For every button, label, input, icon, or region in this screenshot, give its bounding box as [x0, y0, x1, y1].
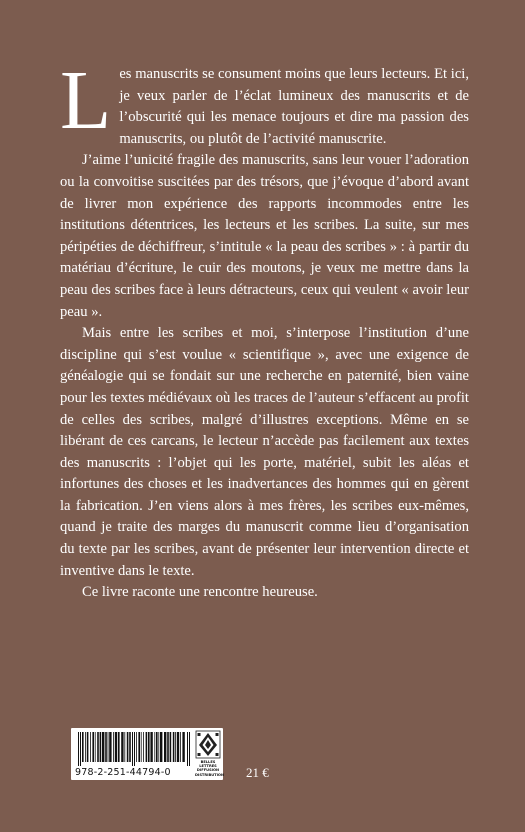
barcode-bar	[173, 732, 175, 762]
barcode-bar	[177, 732, 179, 762]
logo-line-3: DISTRIBUTION	[195, 772, 224, 777]
barcode-bar	[164, 732, 166, 762]
isbn-number: 978-2-251-44794-0	[75, 767, 171, 778]
barcode-bar	[175, 732, 176, 762]
barcode-bar	[170, 732, 172, 762]
barcode-bar	[92, 732, 94, 762]
barcode-bar	[87, 732, 89, 762]
barcode-bar	[156, 732, 158, 762]
belles-lettres-diffusion-distribution-logo-icon	[195, 730, 221, 760]
drop-cap-letter: L	[60, 54, 112, 147]
logo-line-2: DIFFUSION	[196, 768, 220, 773]
blurb-text	[60, 54, 469, 604]
barcode-bar	[80, 732, 81, 766]
blurb-paragraph-1	[60, 54, 469, 150]
barcode-bar	[143, 732, 144, 762]
price-label: 21 €	[246, 765, 269, 780]
barcode-bar	[108, 732, 109, 762]
distributor-logo-text	[195, 760, 224, 777]
barcode-bar	[134, 732, 135, 766]
barcode-bar	[118, 732, 120, 762]
barcode-bar	[113, 732, 114, 762]
blurb-paragraph-2: J’aime l’unicité fragile des manuscrits, sans leur vouer l’adoration ou la convoitise suscitées par des trésors, que j’évoque d’abord avant de livrer mon expérience des rapports incommodes entre les institutions détentrices, les lecteurs et les scribes. La suite, sur mes péripéties de déchiffreur, s’intitule « la peau des scribes » : à partir du matériau d’écriture, le cuir des moutons, je veux me mettre dans la peau des scribes face à leurs détracteurs, ceux qui veulent « avoir leur peau ».	[60, 152, 469, 320]
barcode-bar	[182, 732, 184, 762]
barcode-bar	[85, 732, 86, 762]
logo-line-1: BELLES LETTRES	[199, 760, 217, 769]
barcode-bar	[121, 732, 123, 762]
barcode-bar	[109, 732, 111, 762]
barcode-bar	[115, 732, 117, 762]
barcode-bar	[127, 732, 129, 762]
barcode-bar	[187, 732, 188, 766]
barcode-panel	[71, 728, 223, 780]
barcode-bar	[146, 732, 148, 762]
barcode-bar	[180, 732, 181, 762]
barcode-bar	[95, 732, 96, 762]
barcode-bar	[90, 732, 91, 762]
barcode-bar	[158, 732, 159, 762]
blurb-paragraph-4: Ce livre raconte une rencontre heureuse.	[82, 584, 318, 601]
blurb-paragraph-1-text: es manuscrits se consument moins que leurs lecteurs. Et ici, je veux parler de l’éclat lumineux des manuscrits et de l’obscurité qui les menace toujours et dire ma passion des manuscrits, ou plutôt de l’activité manuscrite.	[119, 66, 469, 147]
barcode-bar	[78, 732, 79, 766]
barcode-bar	[132, 732, 133, 766]
barcode-bar	[167, 732, 169, 762]
barcode-bar	[189, 732, 190, 766]
barcode-icon	[75, 732, 193, 766]
barcode-bar	[148, 732, 150, 762]
distributor-logo	[195, 730, 224, 778]
barcode-bar	[150, 732, 152, 762]
barcode-bar	[141, 732, 142, 762]
blurb-paragraph-3: Mais entre les scribes et moi, s’interpose l’institution d’une discipline qui s’est voulue « scientifique », avec une exigence de généalogie qui se fondait sur une recherche en paternité, bien vaine pour les textes médiévaux où les traces de l’auteur s’effacent au profit de celles des scribes, malgré d’illustres exceptions. Même en se libérant de ces carcans, le lecteur n’accède pas facilement aux textes des manuscrits : l’objet qui les porte, matériel, subit les aléas et infortunes des choses et les inadvertances des hommes qui en gèrent la fabrication. J’en viens alors à mes frères, les scribes eux-mêmes, quand je traite des marges du manuscrit comme lieu d’organisation du texte par les scribes, avant de présenter leur intervention directe et inventive dans le texte.	[60, 325, 469, 579]
barcode-bar	[102, 732, 104, 762]
barcode-bar	[136, 732, 137, 762]
barcode-bar	[100, 732, 102, 762]
barcode-bar	[97, 732, 99, 762]
barcode-bar	[154, 732, 155, 762]
barcode-bar	[105, 732, 107, 762]
barcode-bar	[82, 732, 84, 762]
barcode-bar	[124, 732, 125, 762]
barcode-bar	[129, 732, 131, 762]
barcode-bar	[160, 732, 162, 762]
barcode-bar	[138, 732, 140, 762]
